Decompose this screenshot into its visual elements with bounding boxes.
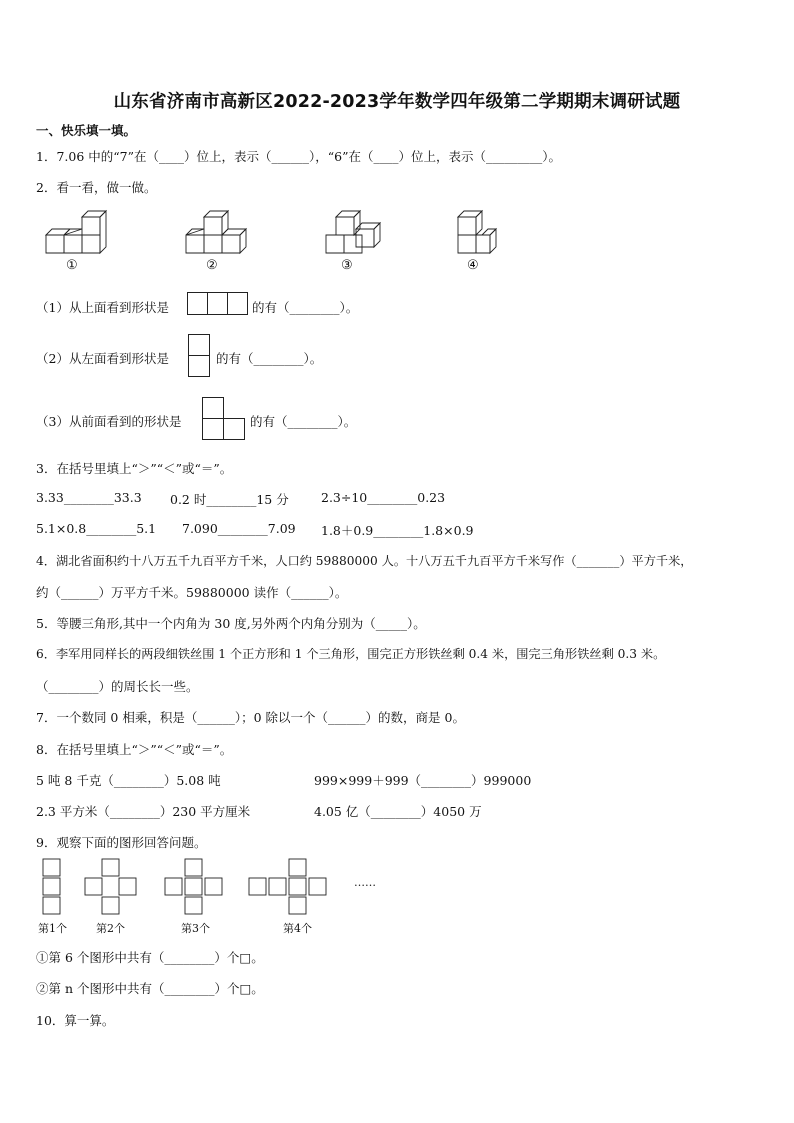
question-2-2-text: （2）从左面看到形状是 <box>36 351 169 366</box>
pattern-figure-4 <box>248 858 330 918</box>
compare-item: 0.2 时________15 分 <box>170 492 289 507</box>
question-2-3-answer: 的有（________）。 <box>250 414 357 429</box>
compare-item: 7.090________7.09 <box>182 521 296 536</box>
pattern-label-1: 第1个 <box>38 922 67 935</box>
top-view-shape <box>187 292 249 316</box>
question-3: 3．在括号里填上“＞”“＜”或“＝”。 <box>36 461 233 476</box>
question-9-2: ②第 n 个图形中共有（________）个□。 <box>36 981 264 996</box>
question-9: 9．观察下面的图形回答问题。 <box>36 835 207 850</box>
question-6-line-2: （________）的周长长一些。 <box>36 679 199 694</box>
section-heading: 一、快乐填一填。 <box>36 123 137 138</box>
question-2-1-text: （1）从上面看到形状是 <box>36 300 169 315</box>
cube-figure-4 <box>458 214 522 258</box>
pattern-label-3: 第3个 <box>181 922 210 935</box>
question-2: 2．看一看，做一做。 <box>36 180 157 195</box>
cube-figure-2 <box>186 214 250 258</box>
figure-label-3: ③ <box>341 258 353 273</box>
compare-item: 999×999＋999（________）999000 <box>314 773 532 788</box>
question-5: 5．等腰三角形,其中一个内角为 30 度,另外两个内角分别为（_____）。 <box>36 616 426 631</box>
compare-item: 1.8＋0.9________1.8×0.9 <box>321 523 474 538</box>
left-view-shape <box>188 334 212 378</box>
question-2-2-answer: 的有（________）。 <box>216 351 323 366</box>
pattern-figure-1 <box>42 858 62 918</box>
front-view-shape <box>202 397 248 441</box>
pattern-label-4: 第4个 <box>283 922 312 935</box>
compare-item: 4.05 亿（________）4050 万 <box>314 804 482 819</box>
compare-item: 2.3÷10________0.23 <box>321 490 446 505</box>
question-8: 8．在括号里填上“＞”“＜”或“＝”。 <box>36 742 233 757</box>
pattern-ellipsis: …… <box>354 876 376 889</box>
figure-label-2: ② <box>206 258 218 273</box>
cube-figure-3 <box>326 214 390 258</box>
cube-figure-1 <box>46 214 110 258</box>
compare-item: 5 吨 8 千克（________）5.08 吨 <box>36 773 221 788</box>
compare-item: 2.3 平方米（________）230 平方厘米 <box>36 804 251 819</box>
question-2-1-answer: 的有（________）。 <box>252 300 359 315</box>
question-7: 7．一个数同 0 相乘，积是（______）；0 除以一个（______）的数，商是 0。 <box>36 710 465 725</box>
figure-label-1: ① <box>66 258 78 273</box>
question-10: 10．算一算。 <box>36 1013 115 1028</box>
question-4-line-2: 约（______）万平方千米。59880000 读作（______）。 <box>36 585 348 600</box>
pattern-figure-3 <box>164 858 224 918</box>
pattern-figure-2 <box>84 858 138 918</box>
question-6-line-1: 6．李军用同样长的两段细铁丝围 1 个正方形和 1 个三角形，围完正方形铁丝剩 0.4 米，围完三角形铁丝剩 0.3 米。 <box>36 647 666 661</box>
question-2-3-text: （3）从前面看到的形状是 <box>36 414 182 429</box>
pattern-label-2: 第2个 <box>96 922 125 935</box>
page-title: 山东省济南市高新区2022-2023学年数学四年级第二学期期末调研试题 <box>113 92 681 112</box>
question-4-line-1: 4．湖北省面积约十八万五千九百平方千米，人口约 59880000 人。十八万五千九百平方千米写作（_______）平方千米， <box>36 554 693 568</box>
question-9-1: ①第 6 个图形中共有（________）个□。 <box>36 950 264 965</box>
figure-label-4: ④ <box>467 258 479 273</box>
compare-item: 5.1×0.8________5.1 <box>36 521 157 536</box>
compare-item: 3.33________33.3 <box>36 490 142 505</box>
question-1: 1．7.06 中的“7”在（____）位上，表示（______），“6”在（____）位上，表示（_________）。 <box>36 149 561 164</box>
